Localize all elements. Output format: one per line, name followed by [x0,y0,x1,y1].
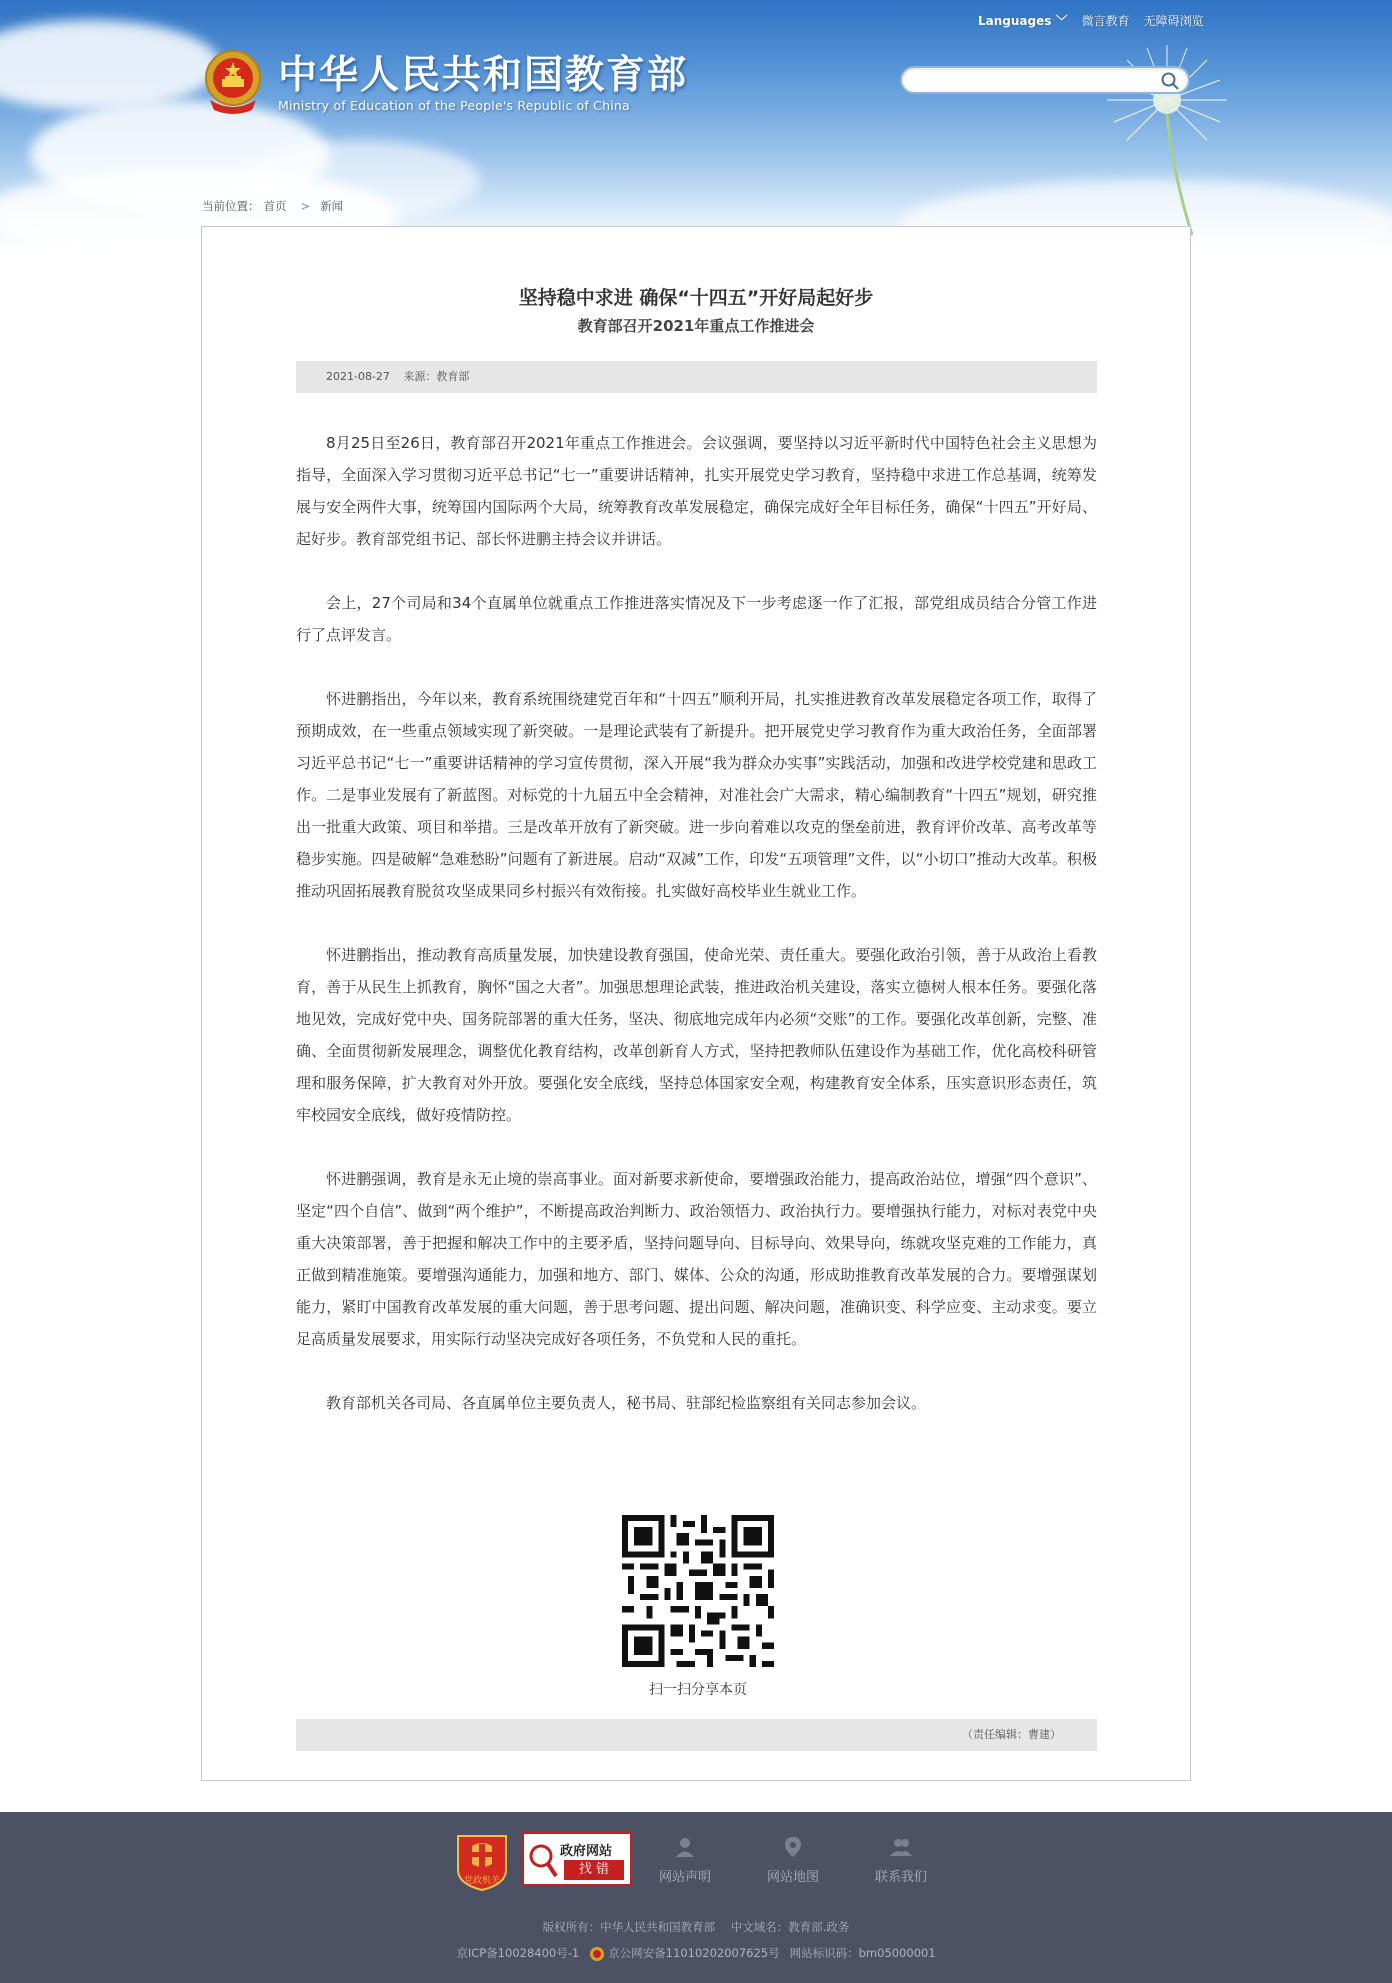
footer [0,1812,1392,1983]
search-icon[interactable] [1160,71,1180,91]
site-subtitle: Ministry of Education of the People's Republic of China [278,97,630,113]
qr-caption: 扫一扫分享本页 [649,1682,747,1698]
chevron-down-icon: ﹀ [1055,14,1068,28]
gov-badge-title: 政府网站 [560,1844,613,1859]
magnifier-icon [528,1840,558,1880]
breadcrumb-separator: > [300,199,311,213]
national-emblem-icon [202,48,264,118]
police-registration[interactable]: 京公网安备11010202007625号 [589,1945,779,1962]
footer-links [656,1836,930,1885]
article-body [296,427,1097,1451]
footer-copyright [0,1919,1392,1935]
gov-badge-action: 找 错 [564,1860,624,1880]
article-paragraph: 会上，27个司局和34个直属单位就重点工作推进落实情况及下一步考虑逐一作了汇报，部党组成员结合分管工作进行了点评发言。 [296,594,1097,644]
article-paragraph: 怀进鹏强调，教育是永无止境的崇高事业。面对新要求新使命，要增强政治能力，提高政治站位，增强“四个意识”、坚定“四个自信”、做到“两个维护”，不断提高政治判断力、政治领悟力、政治执行力。要增强执行能力，对标对表党中央重大决策部署，善于把握和解决工作中的主要矛盾，坚持问题导向、目标导向、效果导向，练就攻坚克难的工作能力，真正做到精准施策。要增强沟通能力，加强和地方、部门、媒体、公众的沟通，形成助推教育改革发展的合力。要增强谋划能力，紧盯中国教育改革发展的重大问题，善于思考问题、提出问题、解决问题，准确识变、科学应变、主动求变。要立足高质量发展要求，用实际行动坚决完成好各项任务，不负党和人民的重托。 [296,1170,1097,1348]
site-title: 中华人民共和国教育部 [278,52,689,98]
qr-code-icon [622,1515,774,1667]
icp-link[interactable]: 京ICP备10028400号-1 [456,1946,580,1961]
site-logo[interactable] [202,48,688,118]
article-paragraph: 8月25日至26日，教育部召开2021年重点工作推进会。会议强调，要坚持以习近平新时代中国特色社会主义思想为指导，全面深入学习贯彻习近平总书记“七一”重要讲话精神，扎实开展党史学习教育，坚持稳中求进工作总基调，统筹发展与安全两件大事，统筹国内国际两个大局，统筹教育改革发展稳定，确保完成好全年目标任务，确保“十四五”开好局、起好步。教育部党组书记、部长怀进鹏主持会议并讲话。 [296,434,1097,548]
article-meta [296,361,1097,393]
article-source: 来源：教育部 [403,370,470,383]
weibo-link[interactable]: 微言教育 [1081,14,1130,28]
accessible-link[interactable]: 无障碍浏览 [1143,14,1204,28]
article-paragraph: 教育部机关各司局、各直属单位主要负责人，秘书局、驻部纪检监察组有关同志参加会议。 [326,1394,927,1412]
police-badge-icon [589,1946,605,1962]
breadcrumb [202,198,347,214]
article-paragraph: 怀进鹏指出，今年以来，教育系统围绕建党百年和“十四五”顺利开局，扎实推进教育改革发展稳定各项工作，取得了预期成效，在一些重点领域实现了新突破。一是理论武装有了新提升。把开展党史学习教育作为重大政治任务，全面部署习近平总书记“七一”重要讲话精神的学习宣传贯彻，深入开展“我为群众办实事”实践活动，加强和改进学校党建和思政工作。二是事业发展有了新蓝图。对标党的十九届五中全会精神，对准社会广大需求，精心编制教育“十四五”规划，研究推出一批重大政策、项目和举措。三是改革开放有了新突破。进一步向着难以攻克的堡垒前进，教育评价改革、高考改革等稳步实施。四是破解“急难愁盼”问题有了新进展。启动“双减”工作，印发“五项管理”文件，以“小切口”推动大改革。积极推动巩固拓展教育脱贫攻坚成果同乡村振兴有效衔接。扎实做好高校毕业生就业工作。 [296,690,1097,900]
breadcrumb-home[interactable]: 首页 [263,199,287,213]
site-code: 网站标识码：bm05000001 [789,1946,936,1961]
share-qr [622,1515,774,1699]
search-box [900,66,1190,94]
person-icon [674,1836,696,1858]
location-pin-icon [782,1836,804,1858]
contacts-icon [890,1836,912,1858]
languages-link[interactable]: Languages ﹀ [978,14,1068,28]
article-subtitle: 教育部召开2021年重点工作推进会 [577,317,815,335]
footer-link-statement[interactable]: 网站声明 [656,1836,714,1885]
editor-bar [296,1719,1097,1751]
breadcrumb-current[interactable]: 新闻 [320,199,344,213]
party-government-badge[interactable] [454,1830,510,1892]
article-title: 坚持稳中求进 确保“十四五”开好局起好步 [518,287,874,309]
top-links [978,12,1204,29]
cloud-decoration [0,20,220,110]
article-container [201,226,1191,1781]
copyright-text: 版权所有：中华人民共和国教育部 [542,1920,716,1934]
search-input[interactable] [914,68,1158,94]
party-badge-label: 党政机关 [463,1876,501,1886]
footer-link-sitemap[interactable]: 网站地图 [764,1836,822,1885]
article-date: 2021-08-27 [326,370,390,383]
article-paragraph: 怀进鹏指出，推动教育高质量发展，加快建设教育强国，使命光荣、责任重大。要强化政治引领，善于从政治上看教育，善于从民生上抓教育，胸怀“国之大者”。加强思想理论武装，推进政治机关建设，落实立德树人根本任务。要强化落地见效，完成好党中央、国务院部署的重大任务，坚决、彻底地完成年内必须“交账”的工作。要强化改革创新，完整、准确、全面贯彻新发展理念，调整优化教育结构，改革创新育人方式，坚持把教师队伍建设作为基础工作，优化高校科研管理和服务保障，扩大教育对外开放。要强化安全底线，坚持总体国家安全观，构建教育安全体系，压实意识形态责任，筑牢校园安全底线，做好疫情防控。 [296,946,1097,1124]
breadcrumb-label: 当前位置： [202,199,260,213]
footer-link-contact[interactable]: 联系我们 [872,1836,930,1885]
domain-text: 中文域名：教育部.政务 [730,1920,850,1934]
footer-registration [0,1945,1392,1962]
editor-credit: （责任编辑：曹建） [962,1728,1061,1741]
header-banner [0,0,1392,250]
gov-error-report-badge[interactable] [522,1832,632,1886]
